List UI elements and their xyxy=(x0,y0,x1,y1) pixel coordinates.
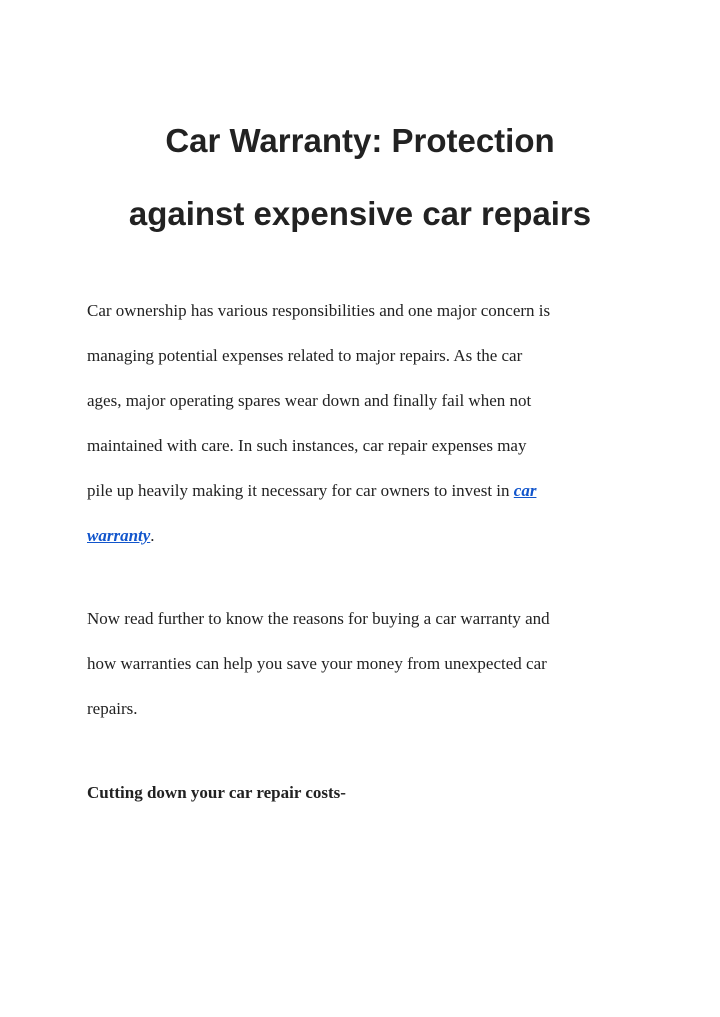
paragraph-line xyxy=(87,513,647,558)
paragraph-line: how warranties can help you save your money from unexpected car xyxy=(87,654,547,673)
paragraph-line: ages, major operating spares wear down and finally fail when not xyxy=(87,391,532,410)
car-warranty-link[interactable]: car xyxy=(513,481,537,500)
paragraph-line: managing potential expenses related to major repairs. As the car xyxy=(87,346,523,365)
paragraph-line: maintained with care. In such instances, car repair expenses may xyxy=(87,436,527,455)
paragraph-line: Car ownership has various responsibilities and one major concern is xyxy=(87,301,551,320)
intro-paragraph xyxy=(87,288,647,558)
section-subheading: Cutting down your car repair costs- xyxy=(87,783,346,802)
document-title-line-1: Car Warranty: Protection xyxy=(165,122,555,159)
car-warranty-link-continued[interactable]: warranty xyxy=(87,526,151,545)
paragraph-line: repairs. xyxy=(87,699,138,718)
reasons-paragraph xyxy=(87,596,647,731)
document-title-line-2: against expensive car repairs xyxy=(128,195,592,232)
sentence-end-punctuation: . xyxy=(150,526,155,545)
paragraph-line xyxy=(87,468,647,513)
paragraph-line: Now read further to know the reasons for buying a car warranty and xyxy=(87,609,550,628)
paragraph-line-text: pile up heavily making it necessary for car owners to invest in xyxy=(87,481,514,500)
